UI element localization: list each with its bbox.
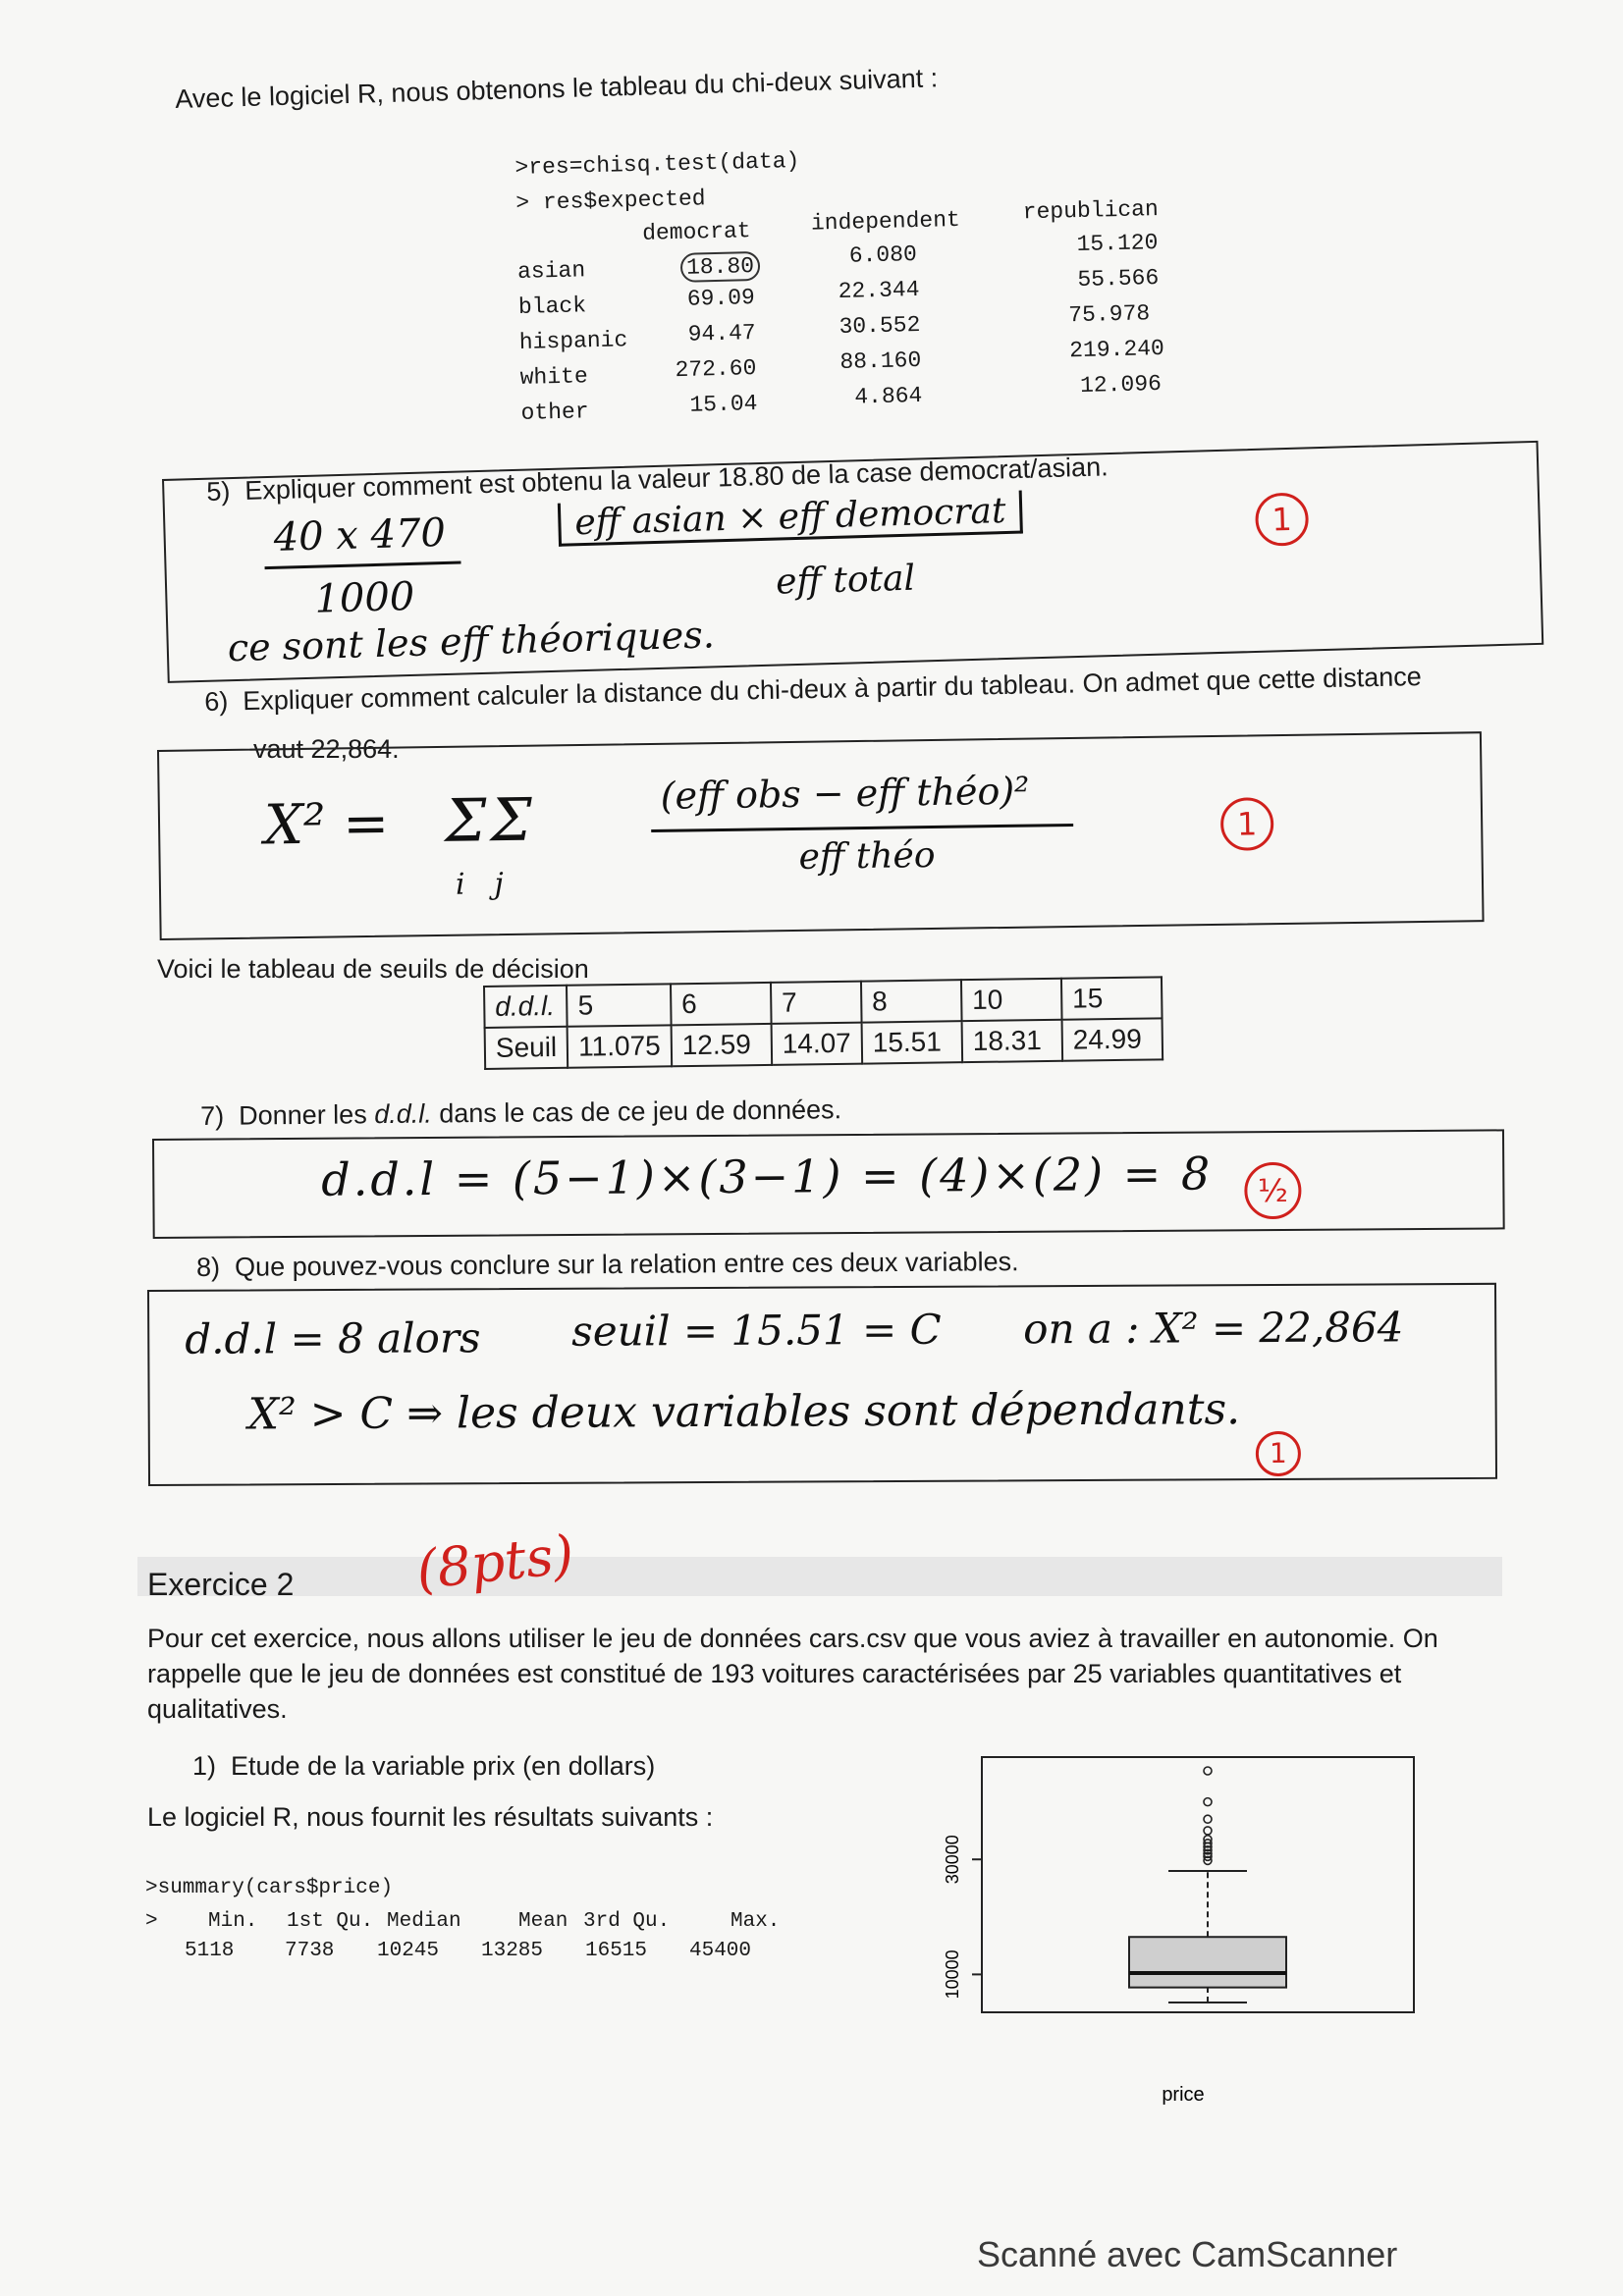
r-command-line: >res=chisq.test(data): [514, 147, 800, 181]
q6-fraction-bar: [651, 824, 1073, 832]
row-asian-republican: 15.120: [1076, 230, 1159, 258]
row-hispanic-label: hispanic: [518, 327, 628, 355]
summary-value-max: 45400: [689, 1940, 752, 1962]
exercise-2-points: (8pts): [413, 1522, 577, 1602]
answer-box-7: [152, 1129, 1505, 1239]
seuil-cell: 24.99: [1061, 1018, 1163, 1060]
q6-double-sum: ΣΣ: [444, 785, 537, 856]
exercise-2-banner: [137, 1557, 1502, 1596]
ex2-paragraph-line2: rappelle que le jeu de données est constitué de 193 voitures caractérisées par 25 variables quantitatives et: [147, 1659, 1402, 1688]
row-hispanic-democrat: 94.47: [687, 320, 757, 347]
outlier-point: [1204, 1827, 1212, 1835]
q5-bracket-numerator: eff asian × eff democrat: [558, 491, 1023, 547]
x-axis-label: price: [1162, 2084, 1205, 2106]
q7-text-post: dans le cas de ce jeu de données.: [431, 1095, 842, 1129]
row-asian-label: asian: [516, 257, 586, 285]
row-white-independent: 88.160: [839, 347, 922, 375]
answer-box-6: [157, 731, 1485, 940]
summary-prompt: >: [145, 1910, 158, 1933]
summary-header-min: Min.: [208, 1910, 258, 1933]
ddl-cell: 5: [567, 984, 671, 1026]
row-other-independent: 4.864: [854, 382, 923, 410]
q5-numerator: 40 x 470: [273, 509, 447, 561]
answer-box-8: [147, 1283, 1497, 1486]
seuils-intro: Voici le tableau de seuils de décision: [157, 954, 589, 984]
ex2-subquestion-1: 1) Etude de la variable prix (en dollars): [192, 1751, 656, 1781]
summary-value-mean: 13285: [481, 1940, 544, 1962]
q7-answer: d.d.l = (5−1)×(3−1) = (4)×(2) = 8: [321, 1147, 1214, 1206]
q7-text-pre: 7) Donner les: [200, 1099, 375, 1131]
outlier-point: [1204, 1815, 1212, 1823]
ddl-cell: 7: [771, 982, 862, 1024]
summary-header-q1: 1st Qu.: [287, 1910, 374, 1933]
row-other-democrat: 15.04: [689, 391, 758, 418]
seuil-row: [485, 1018, 1163, 1069]
q5-score: 1: [1255, 492, 1309, 546]
q8-answer-seuil: seuil = 15.51 = C: [571, 1305, 942, 1356]
summary-value-median: 10245: [377, 1940, 440, 1962]
summary-value-q1: 7738: [285, 1940, 335, 1962]
q6-denominator: eff théo: [798, 834, 936, 878]
q5-fraction-bar: [265, 561, 461, 570]
q5-denominator: 1000: [313, 573, 415, 622]
question-6-line1: 6) Expliquer comment calculer la distance du chi-deux à partir du tableau. On admet que cette distance: [204, 662, 1423, 717]
seuil-cell: 11.075: [568, 1025, 672, 1067]
q8-answer-chi2: on a : X² = 22,864: [1023, 1303, 1404, 1354]
iqr-box: [1129, 1937, 1286, 1987]
q6-indices: i j: [455, 867, 505, 902]
seuils-table-wrap: [483, 976, 1163, 1070]
seuil-cell: 18.31: [961, 1020, 1062, 1062]
row-white-democrat: 272.60: [675, 355, 757, 384]
row-hispanic-republican: 75.978: [1068, 300, 1151, 329]
q8-answer-ddl: d.d.l = 8 alors: [185, 1313, 481, 1363]
summary-command: >summary(cars$price): [145, 1877, 394, 1899]
ddl-cell: 10: [961, 979, 1062, 1021]
summary-header-max: Max.: [730, 1910, 781, 1933]
q6-score: 1: [1220, 797, 1274, 851]
seuils-table: [483, 976, 1163, 1070]
q7-text-em: d.d.l.: [374, 1098, 432, 1130]
col-independent: independent: [810, 206, 961, 237]
q8-answer-conclusion: X² > C ⇒ les deux variables sont dépendants.: [247, 1384, 1241, 1440]
row-black-label: black: [517, 293, 587, 320]
y-tick-label: 10000: [943, 1949, 962, 2000]
q6-numerator: (eff obs − eff théo)²: [660, 769, 1030, 818]
row-white-label: white: [519, 363, 589, 391]
row-black-democrat: 69.09: [686, 285, 756, 312]
question-5: 5) Expliquer comment est obtenu la valeur 18.80 de la case democrat/asian.: [206, 452, 1109, 507]
summary-value-min: 5118: [185, 1940, 235, 1962]
seuil-label: Seuil: [485, 1027, 568, 1069]
ddl-label: d.d.l.: [484, 986, 568, 1028]
row-black-independent: 22.344: [838, 276, 920, 304]
seuil-cell: 14.07: [771, 1023, 862, 1065]
answer-box-5: [162, 441, 1543, 683]
ddl-cell: 15: [1061, 977, 1163, 1019]
q8-score: 1: [1256, 1431, 1301, 1476]
row-other-label: other: [520, 399, 589, 426]
q5-bracket-denominator: eff total: [775, 558, 916, 603]
row-other-republican: 12.096: [1079, 370, 1163, 399]
summary-header-median: Median: [387, 1910, 461, 1933]
row-black-republican: 55.566: [1077, 265, 1160, 294]
outlier-point: [1204, 1767, 1212, 1775]
q7-score: ½: [1244, 1162, 1301, 1219]
ex2-paragraph-line3: qualitatives.: [147, 1694, 288, 1724]
q6-chi2-lhs: X² =: [263, 791, 390, 858]
question-7: [200, 1095, 841, 1132]
ex2-r-intro: Le logiciel R, nous fournit les résultats suivants :: [147, 1802, 714, 1832]
row-asian-independent: 6.080: [848, 241, 918, 269]
exercise-2-title: Exercice 2: [147, 1567, 295, 1602]
intro-text: Avec le logiciel R, nous obtenons le tableau du chi-deux suivant :: [175, 63, 939, 114]
outlier-point: [1204, 1798, 1212, 1806]
col-democrat: democrat: [641, 218, 751, 246]
summary-header-q3: 3rd Qu.: [583, 1910, 671, 1933]
price-boxplot: [923, 1747, 1434, 2120]
r-expected-line: > res$expected: [515, 186, 706, 216]
row-white-republican: 219.240: [1068, 335, 1165, 364]
ddl-cell: 8: [861, 980, 962, 1022]
summary-header-mean: Mean: [518, 1910, 568, 1933]
row-hispanic-independent: 30.552: [839, 311, 921, 340]
ddl-cell: 6: [671, 983, 772, 1025]
seuil-cell: 12.59: [671, 1024, 772, 1066]
question-6-line2: vaut 22,864.: [253, 734, 400, 764]
r-expected-output: [514, 130, 1228, 442]
question-8: 8) Que pouvez-vous conclure sur la relation entre ces deux variables.: [196, 1247, 1019, 1282]
camscanner-watermark: Scanné avec CamScanner: [977, 2234, 1398, 2274]
ex2-paragraph-line1: Pour cet exercice, nous allons utiliser le jeu de données cars.csv que vous aviez à travailler en autonomie. On: [147, 1624, 1438, 1653]
col-republican: republican: [1022, 196, 1160, 226]
summary-value-q3: 16515: [585, 1940, 648, 1962]
y-tick-label: 30000: [943, 1835, 962, 1885]
row-asian-democrat-circled: 18.80: [680, 251, 761, 283]
q5-answer-line2: ce sont les eff théoriques.: [227, 613, 716, 670]
seuil-cell: 15.51: [861, 1021, 962, 1063]
